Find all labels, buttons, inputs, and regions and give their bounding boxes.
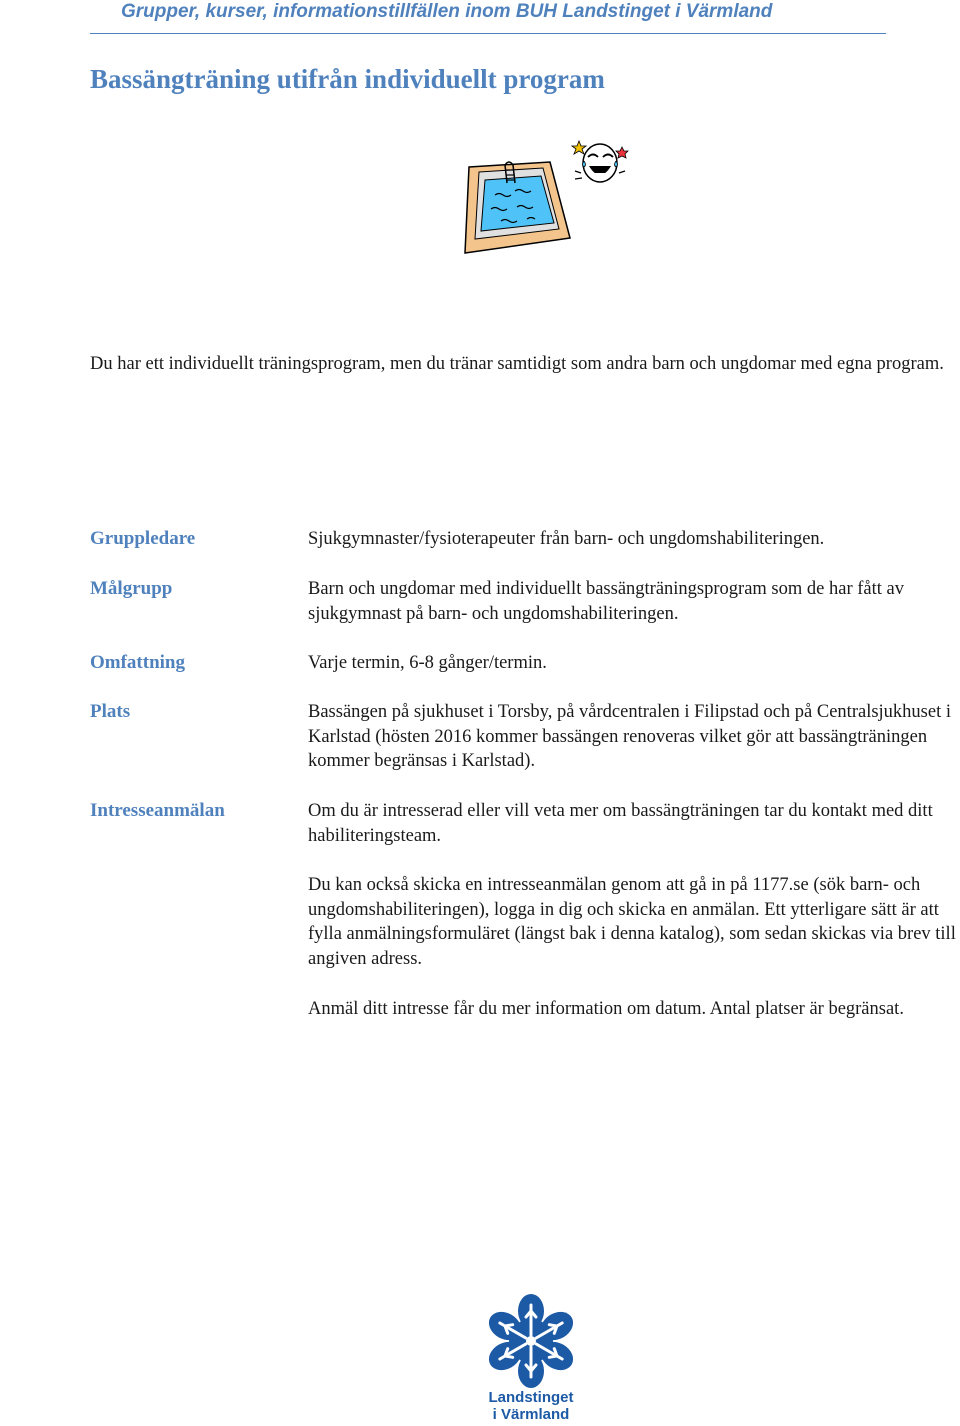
- label-malgrupp: Målgrupp: [90, 578, 173, 599]
- logo-text-line1: Landstinget: [488, 1389, 574, 1406]
- value-gruppledare: Sjukgymnaster/fysioterapeuter från barn- och ungdomshabiliteringen.: [308, 529, 825, 549]
- label-omfattning: Omfattning: [90, 652, 185, 673]
- label-intresseanmalan: Intresseanmälan: [90, 800, 225, 821]
- logo-text-line2: i Värmland: [492, 1406, 570, 1423]
- value-omfattning: Varje termin, 6-8 gånger/termin.: [308, 653, 547, 673]
- value-plats: Bassängen på sjukhuset i Torsby, på vårdcentralen i Filipstad och på Centralsjukhuset i Karlstad (hösten 2016 kommer bassängen renoveras vilket gör att bassängträningen kommer begränsas i Karlstad).: [308, 702, 951, 771]
- value-intresseanmalan-note: Anmäl ditt intresse får du mer information om datum. Antal platser är begränsat.: [308, 999, 904, 1019]
- value-intresseanmalan-contact: Om du är intresserad eller vill veta mer om bassängträningen tar du kontakt med ditt habiliteringsteam.: [308, 801, 933, 846]
- swimming-pool-icon: [465, 162, 570, 253]
- landstinget-star-logo: [472, 1293, 590, 1388]
- value-malgrupp: Barn och ungdomar med individuellt bassängträningsprogram som de har fått av sjukgymnast på barn- och ungdomshabiliteringen.: [308, 579, 904, 624]
- value-intresseanmalan-1177: Du kan också skicka en intresseanmälan genom att gå in på 1177.se (sök barn- och ungdomshabiliteringen), logga in dig och skicka en anmälan. Ett ytterligare sätt är att fylla anmälningsformuläret (längst bak i denna katalog), som sedan skickas via brev till angiven adress.: [308, 875, 956, 969]
- running-header: Grupper, kurser, informationstillfällen inom BUH Landstinget i Värmland: [121, 1, 773, 22]
- label-plats: Plats: [90, 701, 131, 722]
- page-title: Bassängträning utifrån individuellt program: [90, 64, 605, 94]
- laughing-face-icon: [572, 141, 628, 182]
- header-divider: [90, 33, 886, 34]
- intro-paragraph: Du har ett individuellt träningsprogram, men du tränar samtidigt som andra barn och ungdomar med egna program.: [90, 354, 944, 374]
- label-gruppledare: Gruppledare: [90, 528, 196, 549]
- pool-illustration: [455, 135, 645, 260]
